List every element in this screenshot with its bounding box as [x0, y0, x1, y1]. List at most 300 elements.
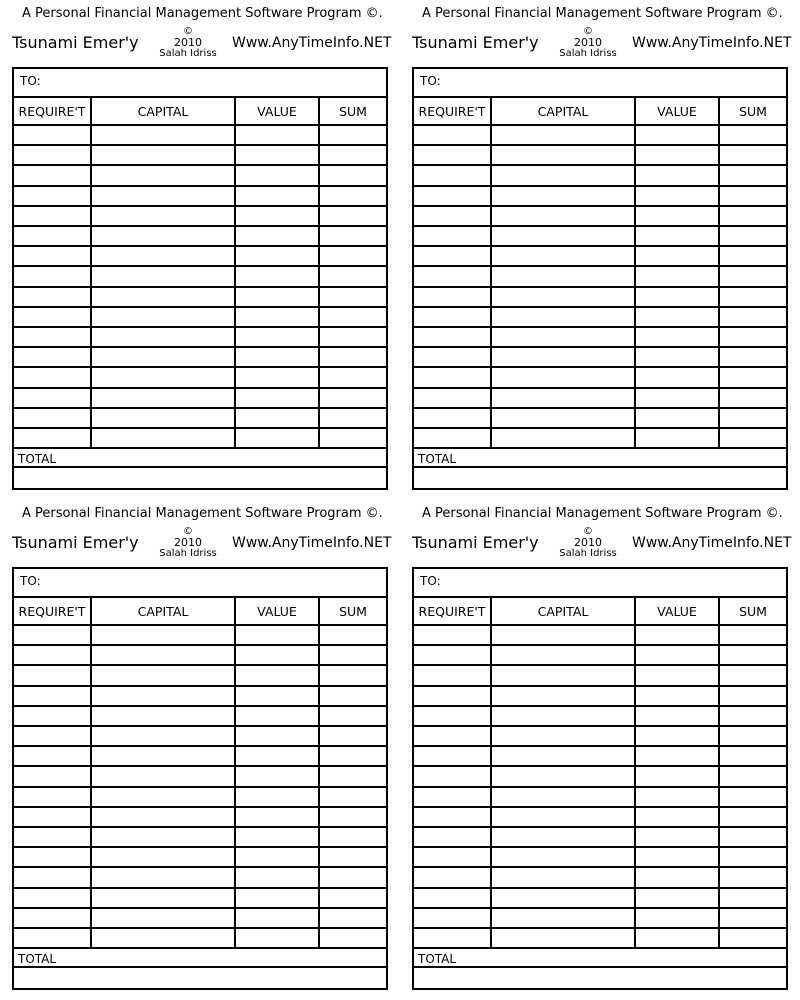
table-cell[interactable] [92, 788, 234, 806]
table-cell[interactable] [14, 288, 90, 306]
table-cell[interactable] [636, 626, 718, 644]
table-cell[interactable] [720, 227, 786, 245]
table-cell[interactable] [320, 187, 386, 205]
table-cell[interactable] [414, 429, 490, 447]
table-cell[interactable] [320, 368, 386, 386]
table-cell[interactable] [636, 267, 718, 285]
table-cell[interactable] [492, 368, 634, 386]
table-cell[interactable] [14, 429, 90, 447]
table-cell[interactable] [320, 247, 386, 265]
table-cell[interactable] [92, 929, 234, 947]
table-cell[interactable] [414, 328, 490, 346]
table-cell[interactable] [14, 247, 90, 265]
table-cell[interactable] [320, 828, 386, 846]
table-cell[interactable] [14, 626, 90, 644]
table-cell[interactable] [414, 126, 490, 144]
column-header: VALUE [257, 604, 297, 619]
table-cell[interactable] [636, 308, 718, 326]
table-cell[interactable] [720, 166, 786, 184]
table-cell[interactable] [636, 247, 718, 265]
table-cell[interactable] [492, 267, 634, 285]
table-cell[interactable] [320, 207, 386, 225]
table-cell[interactable] [14, 207, 90, 225]
table-cell[interactable] [14, 666, 90, 684]
table-cell[interactable] [636, 848, 718, 866]
table-cell[interactable] [414, 929, 490, 947]
column-header: CAPITAL [137, 604, 189, 619]
table-cell[interactable] [92, 707, 234, 725]
total-field[interactable] [414, 468, 784, 486]
table-cell[interactable] [14, 126, 90, 144]
table-cell[interactable] [92, 666, 234, 684]
table-cell[interactable] [92, 146, 234, 164]
total-label: TOTAL [418, 452, 457, 466]
table-cell[interactable] [92, 848, 234, 866]
table-cell[interactable] [492, 646, 634, 664]
table-cell[interactable] [492, 227, 634, 245]
table-cell[interactable] [92, 247, 234, 265]
table-cell[interactable] [636, 767, 718, 785]
table-cell[interactable] [636, 868, 718, 886]
table-cell[interactable] [492, 767, 634, 785]
table-cell[interactable] [414, 227, 490, 245]
website-url: Www.AnyTimeInfo.NET [232, 35, 392, 51]
table-cell[interactable] [236, 348, 318, 366]
table-cell[interactable] [92, 868, 234, 886]
table-cell[interactable] [492, 126, 634, 144]
author-name: Salah Idriss [159, 48, 217, 59]
table-cell[interactable] [492, 687, 634, 705]
table-cell[interactable] [414, 868, 490, 886]
table-cell[interactable] [720, 409, 786, 427]
table-cell[interactable] [320, 166, 386, 184]
table-cell[interactable] [320, 126, 386, 144]
table-cell[interactable] [492, 808, 634, 826]
table-cell[interactable] [720, 348, 786, 366]
table-cell[interactable] [236, 889, 318, 907]
table-cell[interactable] [236, 368, 318, 386]
table-cell[interactable] [636, 207, 718, 225]
table-cell[interactable] [720, 788, 786, 806]
table-cell[interactable] [414, 848, 490, 866]
table-cell[interactable] [92, 166, 234, 184]
table-cell[interactable] [236, 288, 318, 306]
website-url: Www.AnyTimeInfo.NET [232, 535, 392, 551]
row-line [12, 447, 388, 449]
table-cell[interactable] [492, 247, 634, 265]
table-cell[interactable] [92, 646, 234, 664]
table-cell[interactable] [92, 828, 234, 846]
table-cell[interactable] [492, 828, 634, 846]
table-cell[interactable] [414, 348, 490, 366]
table-cell[interactable] [636, 348, 718, 366]
table-cell[interactable] [14, 828, 90, 846]
table-cell[interactable] [636, 409, 718, 427]
total-field[interactable] [414, 968, 784, 986]
copyright-block [152, 26, 224, 59]
table-cell[interactable] [414, 207, 490, 225]
table-cell[interactable] [414, 747, 490, 765]
table-cell[interactable] [414, 808, 490, 826]
website-url: Www.AnyTimeInfo.NET [632, 35, 792, 51]
table-cell[interactable] [92, 389, 234, 407]
table-cell[interactable] [236, 409, 318, 427]
table-cell[interactable] [636, 666, 718, 684]
table-cell[interactable] [720, 626, 786, 644]
table-cell[interactable] [320, 308, 386, 326]
table-cell[interactable] [92, 227, 234, 245]
table-cell[interactable] [92, 808, 234, 826]
table-cell[interactable] [414, 368, 490, 386]
table-cell[interactable] [14, 848, 90, 866]
table-cell[interactable] [492, 146, 634, 164]
total-field[interactable] [14, 968, 384, 986]
table-cell[interactable] [14, 889, 90, 907]
table-cell[interactable] [14, 687, 90, 705]
form-bottom-left [12, 500, 392, 990]
to-field[interactable] [46, 569, 376, 595]
table-cell[interactable] [236, 747, 318, 765]
table-cell[interactable] [320, 389, 386, 407]
column-divider [234, 596, 236, 948]
table-cell[interactable] [236, 626, 318, 644]
table-cell[interactable] [320, 767, 386, 785]
table-cell[interactable] [720, 889, 786, 907]
table-cell[interactable] [320, 808, 386, 826]
table-cell[interactable] [14, 227, 90, 245]
form-bottom-right [412, 500, 792, 990]
table-cell[interactable] [636, 146, 718, 164]
table-cell[interactable] [92, 429, 234, 447]
table-cell[interactable] [414, 166, 490, 184]
table-cell[interactable] [720, 368, 786, 386]
table-cell[interactable] [636, 166, 718, 184]
table-cell[interactable] [236, 848, 318, 866]
table-cell[interactable] [492, 727, 634, 745]
table-cell[interactable] [92, 747, 234, 765]
table-cell[interactable] [414, 687, 490, 705]
table-cell[interactable] [320, 727, 386, 745]
table-cell[interactable] [414, 146, 490, 164]
author-name: Salah Idriss [159, 548, 217, 559]
table-cell[interactable] [492, 868, 634, 886]
ledger-table [412, 67, 788, 490]
total-label: TOTAL [18, 452, 57, 466]
table-cell[interactable] [320, 848, 386, 866]
table-cell[interactable] [320, 707, 386, 725]
table-cell[interactable] [636, 429, 718, 447]
table-cell[interactable] [492, 747, 634, 765]
column-divider [90, 96, 92, 448]
table-cell[interactable] [492, 626, 634, 644]
table-cell[interactable] [14, 747, 90, 765]
column-header: CAPITAL [137, 104, 189, 119]
table-cell[interactable] [92, 328, 234, 346]
table-cell[interactable] [236, 808, 318, 826]
table-cell[interactable] [720, 389, 786, 407]
table-cell[interactable] [92, 187, 234, 205]
table-cell[interactable] [492, 889, 634, 907]
table-cell[interactable] [414, 828, 490, 846]
table-cell[interactable] [636, 727, 718, 745]
table-cell[interactable] [14, 308, 90, 326]
table-cell[interactable] [236, 687, 318, 705]
table-cell[interactable] [414, 389, 490, 407]
table-cell[interactable] [236, 166, 318, 184]
table-cell[interactable] [720, 187, 786, 205]
table-cell[interactable] [720, 909, 786, 927]
table-cell[interactable] [14, 187, 90, 205]
table-cell[interactable] [414, 727, 490, 745]
table-cell[interactable] [236, 868, 318, 886]
table-cell[interactable] [14, 348, 90, 366]
table-cell[interactable] [92, 909, 234, 927]
table-cell[interactable] [236, 227, 318, 245]
table-cell[interactable] [236, 146, 318, 164]
table-cell[interactable] [320, 288, 386, 306]
table-cell[interactable] [320, 868, 386, 886]
table-cell[interactable] [92, 308, 234, 326]
copyright-symbol: © [183, 26, 193, 37]
column-divider [718, 596, 720, 948]
table-cell[interactable] [92, 889, 234, 907]
table-cell[interactable] [92, 267, 234, 285]
column-header: REQUIRE'T [418, 104, 486, 119]
table-cell[interactable] [492, 848, 634, 866]
table-cell[interactable] [414, 909, 490, 927]
table-cell[interactable] [92, 409, 234, 427]
table-cell[interactable] [236, 328, 318, 346]
table-cell[interactable] [236, 767, 318, 785]
table-cell[interactable] [236, 707, 318, 725]
row-line [412, 447, 788, 449]
table-cell[interactable] [720, 308, 786, 326]
table-cell[interactable] [636, 828, 718, 846]
table-cell[interactable] [14, 808, 90, 826]
table-cell[interactable] [236, 187, 318, 205]
table-cell[interactable] [720, 767, 786, 785]
table-cell[interactable] [492, 328, 634, 346]
table-cell[interactable] [720, 146, 786, 164]
table-cell[interactable] [414, 788, 490, 806]
table-cell[interactable] [14, 389, 90, 407]
table-cell[interactable] [320, 687, 386, 705]
table-cell[interactable] [92, 687, 234, 705]
table-cell[interactable] [14, 788, 90, 806]
to-field[interactable] [446, 569, 776, 595]
table-cell[interactable] [492, 788, 634, 806]
table-cell[interactable] [492, 929, 634, 947]
table-cell[interactable] [320, 646, 386, 664]
table-cell[interactable] [414, 267, 490, 285]
table-cell[interactable] [92, 368, 234, 386]
column-divider [718, 96, 720, 448]
table-cell[interactable] [636, 687, 718, 705]
table-cell[interactable] [636, 389, 718, 407]
table-cell[interactable] [720, 747, 786, 765]
table-cell[interactable] [14, 368, 90, 386]
column-header: CAPITAL [537, 104, 589, 119]
table-cell[interactable] [92, 767, 234, 785]
table-cell[interactable] [720, 929, 786, 947]
column-header: REQUIRE'T [18, 604, 86, 619]
table-cell[interactable] [720, 646, 786, 664]
table-cell[interactable] [320, 146, 386, 164]
table-cell[interactable] [492, 389, 634, 407]
table-cell[interactable] [636, 187, 718, 205]
table-cell[interactable] [636, 909, 718, 927]
to-field[interactable] [46, 69, 376, 95]
table-cell[interactable] [14, 929, 90, 947]
column-header: REQUIRE'T [418, 604, 486, 619]
copyright-symbol: © [183, 526, 193, 537]
table-cell[interactable] [492, 666, 634, 684]
table-cell[interactable] [320, 929, 386, 947]
table-cell[interactable] [720, 808, 786, 826]
table-cell[interactable] [720, 328, 786, 346]
table-cell[interactable] [720, 687, 786, 705]
table-cell[interactable] [92, 207, 234, 225]
table-cell[interactable] [92, 626, 234, 644]
table-cell[interactable] [636, 929, 718, 947]
table-cell[interactable] [720, 288, 786, 306]
column-header: SUM [739, 604, 767, 619]
table-cell[interactable] [636, 227, 718, 245]
table-cell[interactable] [14, 727, 90, 745]
table-cell[interactable] [14, 646, 90, 664]
table-cell[interactable] [236, 666, 318, 684]
table-cell[interactable] [492, 429, 634, 447]
table-cell[interactable] [320, 267, 386, 285]
ledger-table [12, 567, 388, 990]
total-field[interactable] [14, 468, 384, 486]
table-cell[interactable] [492, 348, 634, 366]
table-cell[interactable] [14, 166, 90, 184]
table-cell[interactable] [14, 767, 90, 785]
column-header: VALUE [657, 604, 697, 619]
table-cell[interactable] [236, 389, 318, 407]
table-cell[interactable] [92, 348, 234, 366]
table-cell[interactable] [492, 288, 634, 306]
table-cell[interactable] [720, 868, 786, 886]
column-divider [318, 596, 320, 948]
brand-name: Tsunami Emer'y [412, 533, 539, 552]
column-divider [634, 596, 636, 948]
table-cell[interactable] [414, 767, 490, 785]
table-cell[interactable] [414, 308, 490, 326]
copyright-year: 2010 [174, 536, 202, 549]
table-cell[interactable] [14, 707, 90, 725]
table-cell[interactable] [236, 727, 318, 745]
table-cell[interactable] [14, 146, 90, 164]
table-cell[interactable] [236, 267, 318, 285]
table-cell[interactable] [320, 626, 386, 644]
table-cell[interactable] [720, 247, 786, 265]
table-cell[interactable] [720, 126, 786, 144]
table-cell[interactable] [414, 247, 490, 265]
table-cell[interactable] [720, 267, 786, 285]
table-cell[interactable] [320, 747, 386, 765]
table-cell[interactable] [636, 747, 718, 765]
table-cell[interactable] [14, 267, 90, 285]
table-cell[interactable] [14, 328, 90, 346]
table-cell[interactable] [236, 429, 318, 447]
table-cell[interactable] [636, 788, 718, 806]
table-cell[interactable] [14, 409, 90, 427]
table-cell[interactable] [236, 909, 318, 927]
table-cell[interactable] [320, 328, 386, 346]
table-cell[interactable] [320, 429, 386, 447]
table-cell[interactable] [92, 288, 234, 306]
table-cell[interactable] [320, 227, 386, 245]
table-cell[interactable] [236, 308, 318, 326]
table-cell[interactable] [320, 666, 386, 684]
table-cell[interactable] [492, 187, 634, 205]
table-cell[interactable] [720, 707, 786, 725]
table-cell[interactable] [320, 788, 386, 806]
table-cell[interactable] [236, 646, 318, 664]
table-cell[interactable] [14, 909, 90, 927]
table-cell[interactable] [92, 727, 234, 745]
table-cell[interactable] [492, 166, 634, 184]
table-cell[interactable] [636, 707, 718, 725]
table-cell[interactable] [636, 126, 718, 144]
table-cell[interactable] [320, 409, 386, 427]
table-cell[interactable] [320, 348, 386, 366]
table-cell[interactable] [320, 909, 386, 927]
table-cell[interactable] [492, 207, 634, 225]
table-cell[interactable] [236, 788, 318, 806]
table-cell[interactable] [720, 828, 786, 846]
table-cell[interactable] [320, 889, 386, 907]
table-cell[interactable] [414, 666, 490, 684]
table-cell[interactable] [414, 889, 490, 907]
table-cell[interactable] [720, 207, 786, 225]
table-cell[interactable] [236, 828, 318, 846]
table-cell[interactable] [414, 707, 490, 725]
table-cell[interactable] [236, 929, 318, 947]
table-cell[interactable] [636, 808, 718, 826]
table-cell[interactable] [236, 126, 318, 144]
table-cell[interactable] [720, 666, 786, 684]
table-cell[interactable] [414, 187, 490, 205]
table-cell[interactable] [492, 909, 634, 927]
table-cell[interactable] [636, 368, 718, 386]
table-cell[interactable] [414, 626, 490, 644]
table-cell[interactable] [492, 308, 634, 326]
to-field[interactable] [446, 69, 776, 95]
column-header: VALUE [257, 104, 297, 119]
table-cell[interactable] [236, 247, 318, 265]
table-cell[interactable] [92, 126, 234, 144]
table-cell[interactable] [636, 646, 718, 664]
table-cell[interactable] [636, 288, 718, 306]
table-cell[interactable] [720, 848, 786, 866]
column-header: REQUIRE'T [18, 104, 86, 119]
table-cell[interactable] [720, 727, 786, 745]
table-cell[interactable] [236, 207, 318, 225]
table-cell[interactable] [720, 429, 786, 447]
table-cell[interactable] [14, 868, 90, 886]
table-cell[interactable] [414, 288, 490, 306]
table-cell[interactable] [636, 328, 718, 346]
table-cell[interactable] [636, 889, 718, 907]
table-cell[interactable] [414, 646, 490, 664]
table-cell[interactable] [492, 409, 634, 427]
table-cell[interactable] [414, 409, 490, 427]
copyright-symbol: © [583, 26, 593, 37]
table-cell[interactable] [492, 707, 634, 725]
